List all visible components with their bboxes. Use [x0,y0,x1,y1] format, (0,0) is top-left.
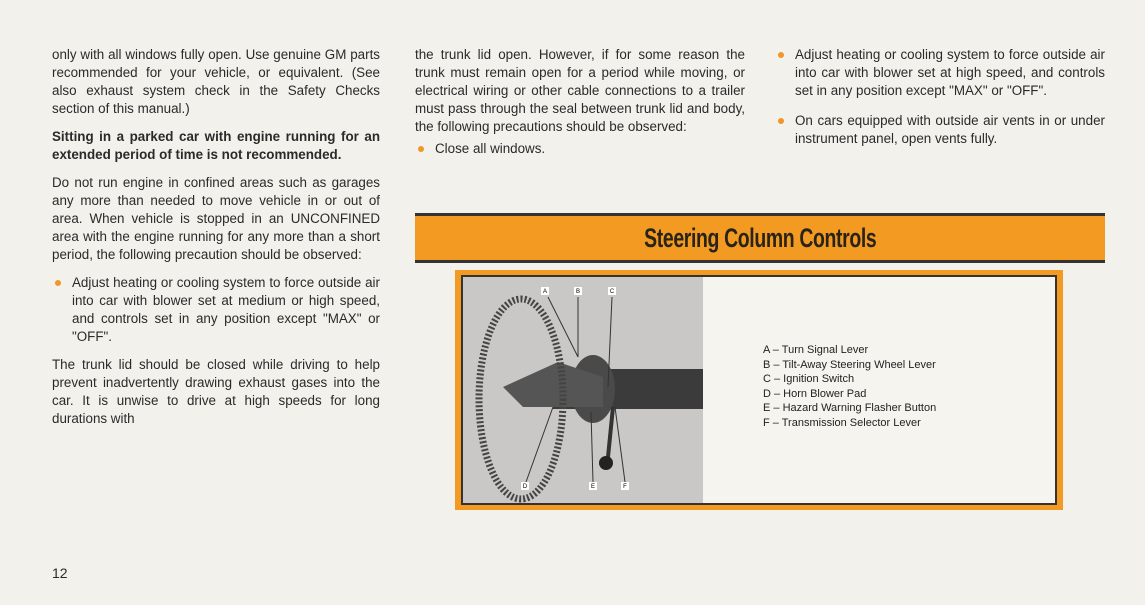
figure-legend [763,343,936,430]
left-column [52,46,380,438]
callout-b: B [575,289,581,295]
callout-e: E [590,484,596,490]
callout-f: F [623,484,627,490]
steering-column-illustration [463,277,703,503]
paragraph: the trunk lid open. However, if for some reason the trunk must remain open for a period while moving, or electrical wiring or other cable connections to a trailer must pass through the seal between trunk lid and body, the following precautions should be observed: [415,47,745,134]
middle-column [415,46,745,168]
section-title: Steering Column Controls [643,223,877,253]
section-header [415,213,1105,263]
bold-text: Sitting in a parked car with engine running for an extended period of time is not recommended. [52,129,380,162]
bullet-item: Adjust heating or cooling system to force outside air into car with blower set at medium or high speed, and controls set in any position except "MAX" or "OFF". [52,274,380,346]
legend-item: C – Ignition Switch [763,373,855,385]
paragraph: only with all windows fully open. Use genuine GM parts recommended for your vehicle, or equivalent. (See also exhaust system check in the Safety Checks section of this manual.) [52,47,380,116]
warning-paragraph [52,128,380,164]
bullet-item: Close all windows. [415,140,745,158]
figure [455,270,1063,510]
right-column [775,46,1105,158]
paragraph: Do not run engine in confined areas such as garages any more than needed to move vehicle in or out of area. When vehicle is stopped in an UNCONFINED area with the engine running for any more than a short period, the following precaution should be observed: [52,175,380,262]
legend-item: F – Transmission Selector Lever [763,416,921,429]
legend-item: E – Hazard Warning Flasher Button [763,402,937,414]
callout-c: C [609,289,615,295]
paragraph: The trunk lid should be closed while driving to help prevent inadvertently drawing exhaust gases into the car. It is unwise to drive at high speeds for long durations with [52,357,380,426]
page-number: 12 [52,565,68,581]
legend-item: D – Horn Blower Pad [763,387,867,400]
bullet-item: On cars equipped with outside air vents in or under instrument panel, open vents fully. [775,112,1105,148]
callout-d: D [522,484,528,490]
callout-a: A [542,289,548,295]
legend-item: A – Turn Signal Lever [763,344,869,356]
bullet-item: Adjust heating or cooling system to force outside air into car with blower set at high speed, and controls set in any position except "MAX" or "OFF". [775,46,1105,100]
legend-item: B – Tilt-Away Steering Wheel Lever [763,358,936,371]
